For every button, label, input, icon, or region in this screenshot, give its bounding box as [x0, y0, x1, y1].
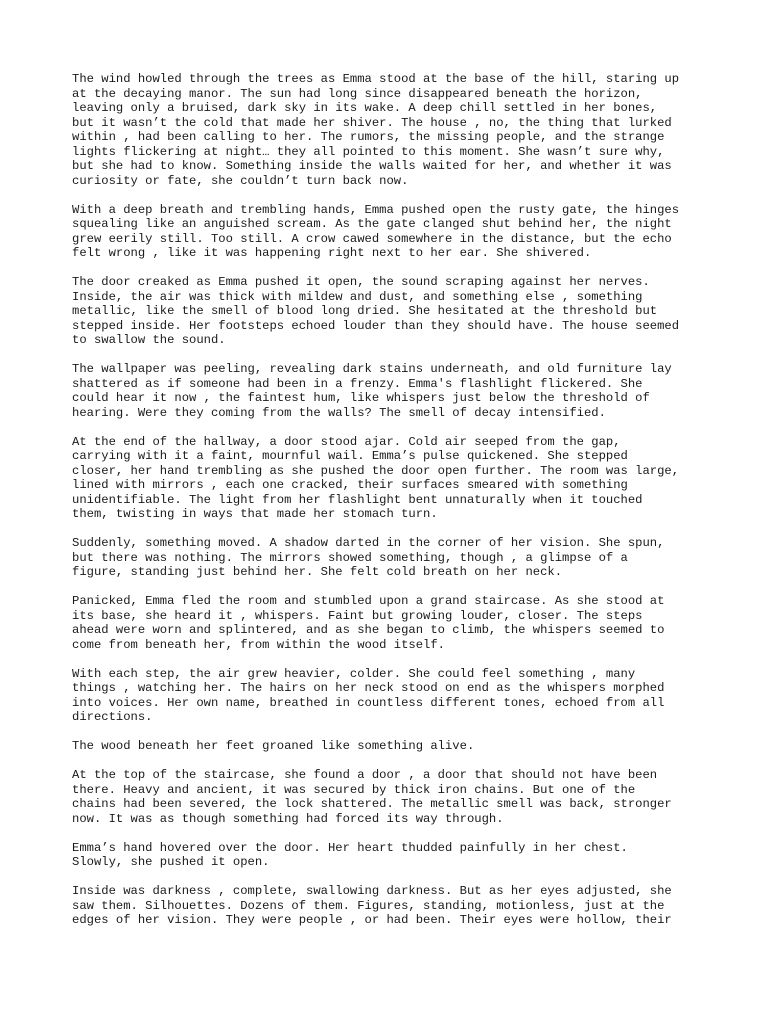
paragraph-2: With a deep breath and trembling hands, Emma pushed open the rusty gate, the hinges squealing like an anguished scream. As the gate clanged shut behind her, the night grew eerily still. Too still. A crow cawed somewhere in the distance, but the echo felt wrong , like it was happening right next to her ear. She shivered.: [72, 202, 680, 260]
paragraph-3: The door creaked as Emma pushed it open, the sound scraping against her nerves. Inside, the air was thick with mildew and dust, and something else , something metallic, like the smell of blood long dried. She hesitated at the threshold but stepped inside. Her footsteps echoed louder than they should have. The house seemed to swallow the sound.: [72, 275, 680, 347]
paragraph-11: Emma’s hand hovered over the door. Her heart thudded painfully in her chest. Slowly, she pushed it open.: [72, 840, 628, 869]
paragraph-8: With each step, the air grew heavier, colder. She could feel something , many things , watching her. The hairs on her neck stood on end as the whispers morphed into voices. Her own name, breathed in countless different tones, echoed from all directions.: [72, 666, 665, 724]
paragraph-9: The wood beneath her feet groaned like something alive.: [72, 739, 475, 753]
paragraph-12: Inside was darkness , complete, swallowing darkness. But as her eyes adjusted, she saw them. Silhouettes. Dozens of them. Figures, standing, motionless, just at the edges of her vision. They were people , or had been. Their eyes were hollow, their: [72, 884, 672, 927]
story-text: [72, 72, 712, 942]
paragraph-4: The wallpaper was peeling, revealing dark stains underneath, and old furniture lay shattered as if someone had been in a frenzy. Emma's flashlight flickered. She could hear it now , the faintest hum, like whispers just below the threshold of hearing. Were they coming from the walls? The smell of decay intensified.: [72, 362, 672, 420]
paragraph-7: Panicked, Emma fled the room and stumbled upon a grand staircase. As she stood at its base, she heard it , whispers. Faint but growing louder, closer. The steps ahead were worn and splintered, and as she began to climb, the whispers seemed to come from beneath her, from within the wood itself.: [72, 594, 665, 652]
paragraph-1: The wind howled through the trees as Emma stood at the base of the hill, staring up at the decaying manor. The sun had long since disappeared beneath the horizon, leaving only a bruised, dark sky in its wake. A deep chill settled in her bones, but it wasn’t the cold that made her shiver. The house , no, the thing that lurked within , had been calling to her. The rumors, the missing people, and the strange lights flickering at night… they all pointed to this moment. She wasn’t sure why, but she had to know. Something inside the walls waited for her, and whether it was curiosity or fate, she couldn’t turn back now.: [72, 72, 680, 188]
paragraph-5: At the end of the hallway, a door stood ajar. Cold air seeped from the gap, carrying with it a faint, mournful wail. Emma’s pulse quickened. She stepped closer, her hand trembling as she pushed the door open further. The room was large, lined with mirrors , each one cracked, their surfaces smeared with something unidentifiable. The light from her flashlight bent unnaturally when it touched them, twisting in ways that made her stomach turn.: [72, 434, 680, 521]
paragraph-6: Suddenly, something moved. A shadow darted in the corner of her vision. She spun, but there was nothing. The mirrors showed something, though , a glimpse of a figure, standing just behind her. She felt cold breath on her neck.: [72, 536, 665, 579]
paragraph-10: At the top of the staircase, she found a door , a door that should not have been there. Heavy and ancient, it was secured by thick iron chains. But one of the chains had been severed, the lock shattered. The metallic smell was back, stronger now. It was as though something had forced its way through.: [72, 768, 672, 826]
